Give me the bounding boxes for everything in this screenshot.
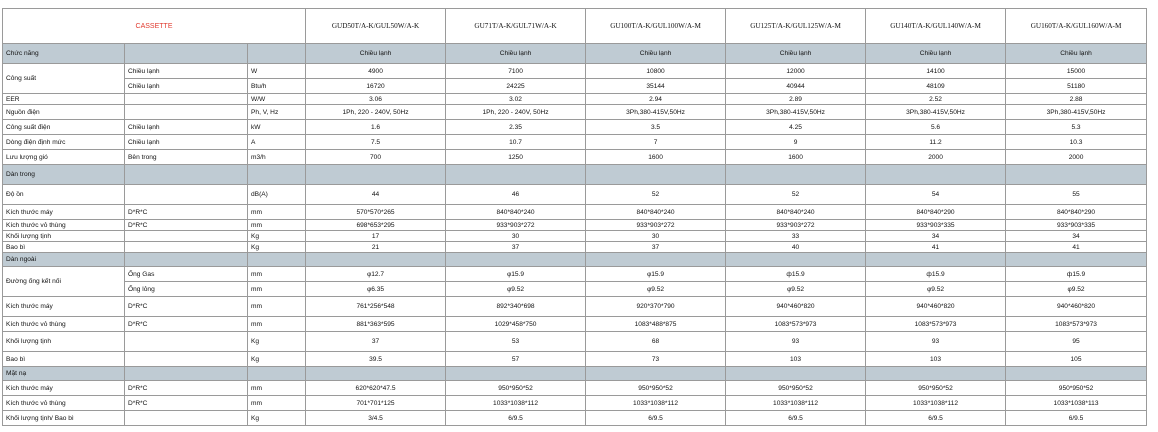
table-cell: 9 [726, 135, 866, 150]
row-sublabel: Chiều lạnh [125, 120, 248, 135]
table-row [3, 317, 1147, 332]
table-cell: 37 [586, 242, 726, 253]
table-cell: 3Ph,380-415V,50Hz [726, 105, 866, 120]
row-label: Kích thước máy [3, 381, 125, 396]
model-header: GU125T/A-K/GUL125W/A-M [726, 9, 866, 44]
table-cell: 103 [866, 352, 1006, 367]
table-cell: 41 [866, 242, 1006, 253]
table-cell: 570*570*265 [306, 205, 446, 220]
table-cell: 53 [446, 332, 586, 352]
section-label: Mặt nạ [3, 367, 125, 381]
table-cell: 1029*458*750 [446, 317, 586, 332]
table-row [3, 396, 1147, 411]
table-cell: 2.94 [586, 94, 726, 105]
table-cell: 840*840*240 [446, 205, 586, 220]
table-cell: 6/9.5 [726, 411, 866, 426]
table-cell: 698*653*295 [306, 220, 446, 231]
table-cell: 57 [446, 352, 586, 367]
row-sublabel: Ống lỏng [125, 282, 248, 297]
row-label: Bao bì [3, 352, 125, 367]
row-label: Bao bì [3, 242, 125, 253]
table-cell: 950*950*52 [726, 381, 866, 396]
table-cell: 7.5 [306, 135, 446, 150]
table-cell: 2.52 [866, 94, 1006, 105]
section-row-dan-ngoai [3, 253, 1147, 267]
row-unit: W [248, 64, 306, 79]
table-cell: 5.6 [866, 120, 1006, 135]
table-cell: 37 [446, 242, 586, 253]
table-cell: 950*950*52 [586, 381, 726, 396]
table-cell: 1250 [446, 150, 586, 165]
table-cell: 933*903*335 [1006, 220, 1147, 231]
table-row [3, 352, 1147, 367]
section-label: Dàn trong [3, 165, 125, 185]
table-cell: 933*903*272 [446, 220, 586, 231]
table-cell: 840*840*290 [866, 205, 1006, 220]
table-cell: 1033*1038*112 [446, 396, 586, 411]
table-cell: φ6.35 [306, 282, 446, 297]
row-label: Kích thước vỏ thùng [3, 220, 125, 231]
table-cell: 6/9.5 [1006, 411, 1147, 426]
table-cell: ф15.9 [866, 267, 1006, 282]
table-cell: φ9.52 [1006, 282, 1147, 297]
row-label: Kích thước vỏ thùng [3, 317, 125, 332]
row-sublabel: Chiều lạnh [125, 64, 248, 79]
row-label: Kích thước vỏ thùng [3, 396, 125, 411]
table-cell: 3Ph,380-415V,50Hz [586, 105, 726, 120]
table-cell: 6/9.5 [586, 411, 726, 426]
row-label: Kích thước máy [3, 297, 125, 317]
table-cell: 940*460*820 [866, 297, 1006, 317]
table-cell: 15000 [1006, 64, 1147, 79]
table-cell: 55 [1006, 185, 1147, 205]
table-cell: 30 [586, 231, 726, 242]
table-cell: 51180 [1006, 79, 1147, 94]
table-row [3, 411, 1147, 426]
table-cell: 4900 [306, 64, 446, 79]
table-cell: 52 [726, 185, 866, 205]
table-cell: 840*840*290 [1006, 205, 1147, 220]
row-unit: Kg [248, 352, 306, 367]
model-header: GU100T/A-K/GUL100W/A-M [586, 9, 726, 44]
table-cell: 1600 [726, 150, 866, 165]
table-cell: 940*460*820 [1006, 297, 1147, 317]
table-cell: φ9.52 [586, 282, 726, 297]
table-cell: 1600 [586, 150, 726, 165]
table-cell: 17 [306, 231, 446, 242]
table-cell: 10.7 [446, 135, 586, 150]
row-unit: mm [248, 396, 306, 411]
row-unit: Btu/h [248, 79, 306, 94]
row-label: Công suất [3, 64, 125, 94]
table-row [3, 64, 1147, 79]
row-sublabel: D*R*C [125, 317, 248, 332]
table-row [3, 297, 1147, 317]
row-unit: W/W [248, 94, 306, 105]
row-label: Nguồn điện [3, 105, 125, 120]
row-label: Công suất điện [3, 120, 125, 135]
row-sublabel: Ống Gas [125, 267, 248, 282]
table-row [3, 94, 1147, 105]
row-unit: mm [248, 220, 306, 231]
table-cell: 700 [306, 150, 446, 165]
row-unit: Kg [248, 242, 306, 253]
table-cell: 2000 [1006, 150, 1147, 165]
table-cell: 93 [866, 332, 1006, 352]
model-header: GU160T/A-K/GUL160W/A-M [1006, 9, 1147, 44]
table-cell: 16720 [306, 79, 446, 94]
table-cell: 34 [866, 231, 1006, 242]
section-label: Chức năng [3, 44, 125, 64]
row-unit: Kg [248, 411, 306, 426]
table-cell: 2.35 [446, 120, 586, 135]
section-row-dan-trong [3, 165, 1147, 185]
section-row-mat-na [3, 367, 1147, 381]
table-cell: 840*840*240 [586, 205, 726, 220]
model-header: GUD50T/A-K/GUL50W/A-K [306, 9, 446, 44]
table-cell: 103 [726, 352, 866, 367]
table-row [3, 332, 1147, 352]
table-row [3, 150, 1147, 165]
table-cell: Chiều lạnh [306, 44, 446, 64]
row-unit: mm [248, 317, 306, 332]
table-cell: 2.88 [1006, 94, 1147, 105]
table-cell: Chiều lạnh [726, 44, 866, 64]
row-label: Kích thước máy [3, 205, 125, 220]
table-cell: 1033*1038*112 [726, 396, 866, 411]
table-cell: Chiều lạnh [446, 44, 586, 64]
table-cell: 24225 [446, 79, 586, 94]
row-sublabel: Chiều lạnh [125, 135, 248, 150]
table-cell: 3Ph,380-415V,50Hz [866, 105, 1006, 120]
table-cell: 73 [586, 352, 726, 367]
model-header: GU71T/A-K/GUL71W/A-K [446, 9, 586, 44]
table-cell: 1083*573*973 [866, 317, 1006, 332]
row-sublabel: D*R*C [125, 396, 248, 411]
table-cell: 30 [446, 231, 586, 242]
row-unit: mm [248, 205, 306, 220]
table-cell: 68 [586, 332, 726, 352]
row-label: Đường ống kết nối [3, 267, 125, 297]
row-unit: Kg [248, 231, 306, 242]
table-cell: 10.3 [1006, 135, 1147, 150]
table-row [3, 282, 1147, 297]
table-cell: Chiều lạnh [1006, 44, 1147, 64]
table-cell: 3.5 [586, 120, 726, 135]
table-row [3, 205, 1147, 220]
table-cell: 7100 [446, 64, 586, 79]
table-cell: 14100 [866, 64, 1006, 79]
table-row [3, 135, 1147, 150]
table-cell: 33 [726, 231, 866, 242]
table-cell: 5.3 [1006, 120, 1147, 135]
row-sublabel: D*R*C [125, 297, 248, 317]
table-cell: 12000 [726, 64, 866, 79]
row-unit: mm [248, 267, 306, 282]
row-label: Dòng điện định mức [3, 135, 125, 150]
table-cell: 93 [726, 332, 866, 352]
row-unit: Kg [248, 332, 306, 352]
row-label: Khối lượng tịnh/ Bao bì [3, 411, 125, 426]
section-row-chuc-nang [3, 44, 1147, 64]
row-label: Khối lượng tịnh [3, 332, 125, 352]
table-cell: 11.2 [866, 135, 1006, 150]
table-row [3, 231, 1147, 242]
row-label: Lưu lượng gió [3, 150, 125, 165]
table-cell: 1033*1038*113 [1006, 396, 1147, 411]
table-cell: 41 [1006, 242, 1147, 253]
row-sublabel: Bên trong [125, 150, 248, 165]
row-unit: mm [248, 297, 306, 317]
table-row [3, 79, 1147, 94]
table-cell: 920*370*790 [586, 297, 726, 317]
table-cell: 2000 [866, 150, 1006, 165]
table-cell: 950*950*52 [446, 381, 586, 396]
table-cell: 54 [866, 185, 1006, 205]
section-label: Dàn ngoài [3, 253, 125, 267]
table-row [3, 185, 1147, 205]
table-cell: φ15.9 [446, 267, 586, 282]
table-cell: Chiều lạnh [866, 44, 1006, 64]
table-row [3, 120, 1147, 135]
row-sublabel: D*R*C [125, 381, 248, 396]
table-cell: 933*903*272 [586, 220, 726, 231]
table-cell: 1083*573*973 [726, 317, 866, 332]
row-sublabel: D*R*C [125, 220, 248, 231]
table-cell: 620*620*47.5 [306, 381, 446, 396]
table-cell: 1083*488*875 [586, 317, 726, 332]
table-cell: 2.89 [726, 94, 866, 105]
table-cell: φ9.52 [726, 282, 866, 297]
table-row [3, 220, 1147, 231]
table-cell: 37 [306, 332, 446, 352]
model-header: GU140T/A-K/GUL140W/A-M [866, 9, 1006, 44]
row-unit: Ph, V, Hz [248, 105, 306, 120]
table-row [3, 381, 1147, 396]
table-cell: 39.5 [306, 352, 446, 367]
table-cell: 4.25 [726, 120, 866, 135]
row-unit: mm [248, 282, 306, 297]
table-cell: 3/4.5 [306, 411, 446, 426]
row-sublabel: Chiều lạnh [125, 79, 248, 94]
table-cell: 7 [586, 135, 726, 150]
table-cell: ф15.9 [1006, 267, 1147, 282]
table-row [3, 242, 1147, 253]
table-cell: 10800 [586, 64, 726, 79]
table-cell: 933*903*335 [866, 220, 1006, 231]
table-cell: 1.6 [306, 120, 446, 135]
table-cell: 881*363*595 [306, 317, 446, 332]
row-unit: A [248, 135, 306, 150]
table-cell: 892*340*698 [446, 297, 586, 317]
table-cell: ф15.9 [726, 267, 866, 282]
brand-title: CASSETTE [3, 9, 306, 44]
table-cell: 950*950*52 [1006, 381, 1147, 396]
table-cell: 1Ph, 220 - 240V, 50Hz [446, 105, 586, 120]
table-cell: 105 [1006, 352, 1147, 367]
table-cell: 48109 [866, 79, 1006, 94]
table-row [3, 105, 1147, 120]
row-label: EER [3, 94, 125, 105]
header-row [3, 9, 1147, 44]
table-cell: φ9.52 [446, 282, 586, 297]
table-cell: Chiều lạnh [586, 44, 726, 64]
table-cell: 3.06 [306, 94, 446, 105]
table-cell: 44 [306, 185, 446, 205]
table-cell: 940*460*820 [726, 297, 866, 317]
row-label: Độ ồn [3, 185, 125, 205]
table-cell: 1033*1038*112 [866, 396, 1006, 411]
row-unit: m3/h [248, 150, 306, 165]
table-cell: 46 [446, 185, 586, 205]
table-cell: 1Ph, 220 - 240V, 50Hz [306, 105, 446, 120]
table-cell: 1033*1038*112 [586, 396, 726, 411]
table-cell: 40 [726, 242, 866, 253]
table-row [3, 267, 1147, 282]
table-cell: 840*840*240 [726, 205, 866, 220]
table-cell: 34 [1006, 231, 1147, 242]
table-cell: 933*903*272 [726, 220, 866, 231]
table-cell: 3.02 [446, 94, 586, 105]
table-cell: 52 [586, 185, 726, 205]
table-cell: 950*950*52 [866, 381, 1006, 396]
row-label: Khối lượng tịnh [3, 231, 125, 242]
table-cell: 6/9.5 [446, 411, 586, 426]
table-cell: 40944 [726, 79, 866, 94]
table-cell: φ12.7 [306, 267, 446, 282]
table-cell: 6/9.5 [866, 411, 1006, 426]
table-cell: 35144 [586, 79, 726, 94]
table-cell: 3Ph,380-415V,50Hz [1006, 105, 1147, 120]
row-sublabel: D*R*C [125, 205, 248, 220]
table-cell: 21 [306, 242, 446, 253]
spec-table [2, 8, 1147, 426]
table-cell: 1083*573*973 [1006, 317, 1147, 332]
table-cell: 701*701*125 [306, 396, 446, 411]
row-unit: mm [248, 381, 306, 396]
table-cell: φ15.9 [586, 267, 726, 282]
table-cell: φ9.52 [866, 282, 1006, 297]
table-cell: 95 [1006, 332, 1147, 352]
row-unit: dB(A) [248, 185, 306, 205]
table-cell: 761*256*548 [306, 297, 446, 317]
row-unit: kW [248, 120, 306, 135]
